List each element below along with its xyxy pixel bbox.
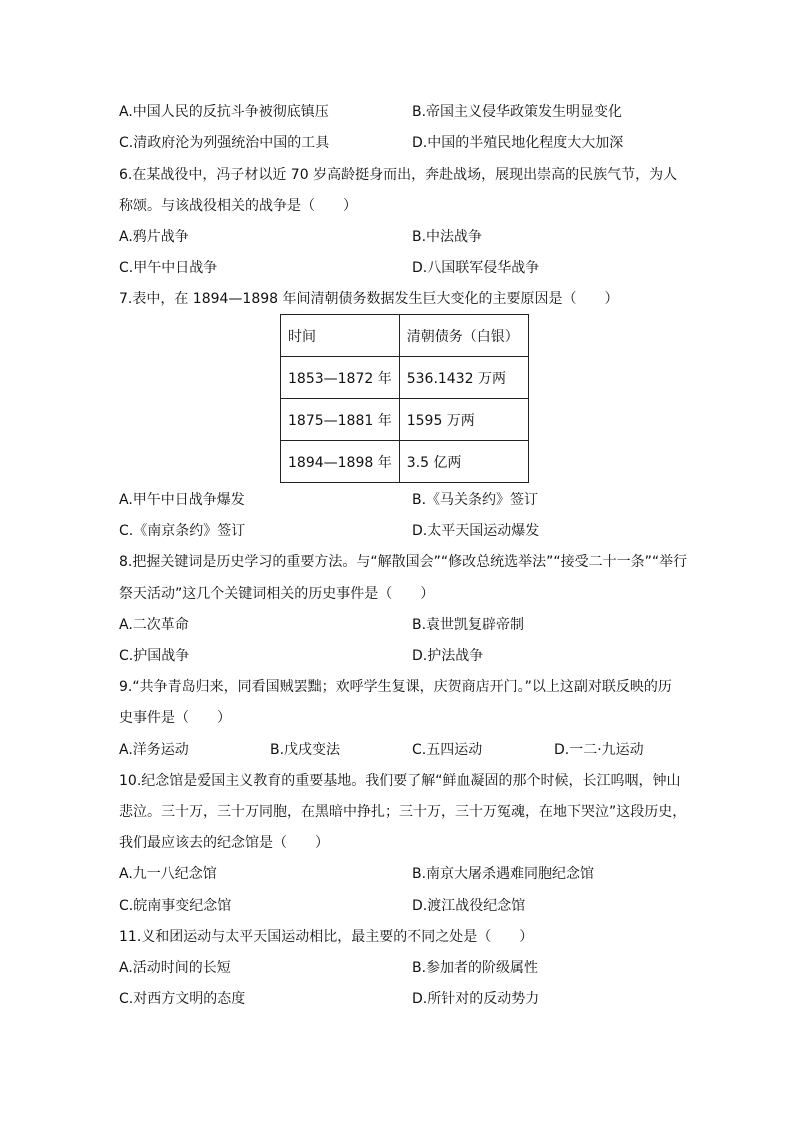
- q8-stem-line1: 8.把握关键词是历史学习的重要方法。与“解散国会”“修改总统选举法”“接受二十一条”“举行: [119, 554, 688, 570]
- table-cell-amount: 536.1432 万两: [399, 357, 528, 399]
- table-row: [281, 357, 529, 399]
- q10-stem-line3: 我们最应该去的纪念馆是（ ）: [119, 835, 329, 851]
- q8-option-a: A.二次革命: [119, 617, 189, 633]
- q10-stem-line1: 10.纪念馆是爱国主义教育的重要基地。我们要了解“鲜血凝固的那个时候，长江呜咽，钟山: [119, 773, 681, 789]
- table-header-debt: 清朝债务（白银）: [399, 315, 528, 357]
- q6-option-b: B.中法战争: [412, 229, 483, 245]
- table-row: [281, 441, 529, 483]
- q6-option-c: C.甲午中日战争: [119, 260, 218, 276]
- q7-option-b: B.《马关条约》签订: [412, 492, 539, 508]
- q6-option-a: A.鸦片战争: [119, 229, 189, 245]
- q5-option-b: B.帝国主义侵华政策发生明显变化: [412, 104, 623, 120]
- q5-option-a: A.中国人民的反抗斗争被彻底镇压: [119, 104, 329, 120]
- q8-option-b: B.袁世凯复辟帝制: [412, 617, 525, 633]
- q8-option-d: D.护法战争: [412, 648, 484, 664]
- q9-option-a: A.洋务运动: [119, 742, 189, 758]
- q7-option-a: A.甲午中日战争爆发: [119, 492, 245, 508]
- q9-option-c: C.五四运动: [412, 742, 483, 758]
- q10-option-c: C.皖南事变纪念馆: [119, 898, 232, 914]
- table-header-time: 时间: [281, 315, 400, 357]
- q6-stem-line1: 6.在某战役中，冯子材以近 70 岁高龄挺身而出，奔赴战场，展现出崇高的民族气节，为人: [119, 167, 678, 183]
- table-cell-period: 1894—1898 年: [281, 441, 400, 483]
- table-cell-period: 1875—1881 年: [281, 399, 400, 441]
- q9-stem-line1: 9.“共争青岛归来，同看国贼罢黜；欢呼学生复课，庆贺商店开门。”以上这副对联反映的历: [119, 679, 672, 695]
- q5-option-d: D.中国的半殖民地化程度大大加深: [412, 135, 624, 151]
- q11-option-b: B.参加者的阶级属性: [412, 960, 539, 976]
- table-row: [281, 399, 529, 441]
- q11-option-a: A.活动时间的长短: [119, 960, 231, 976]
- q10-option-b: B.南京大屠杀遇难同胞纪念馆: [412, 866, 595, 882]
- q8-option-c: C.护国战争: [119, 648, 190, 664]
- q9-option-d: D.一二·九运动: [554, 742, 644, 758]
- debt-table: [280, 314, 529, 483]
- q6-stem-line2: 称颂。与该战役相关的战争是（ ）: [119, 198, 357, 214]
- q11-option-d: D.所针对的反动势力: [412, 991, 540, 1007]
- q11-option-c: C.对西方文明的态度: [119, 991, 246, 1007]
- q10-option-a: A.九一八纪念馆: [119, 866, 217, 882]
- q7-stem: 7.表中，在 1894—1898 年间清朝债务数据发生巨大变化的主要原因是（ ）: [119, 291, 619, 307]
- q8-stem-line2: 祭天活动”这几个关键词相关的历史事件是（ ）: [119, 586, 435, 602]
- q10-option-d: D.渡江战役纪念馆: [412, 898, 526, 914]
- q11-stem: 11.义和团运动与太平天国运动相比，最主要的不同之处是（ ）: [119, 929, 534, 945]
- table-cell-amount: 3.5 亿两: [399, 441, 528, 483]
- table-cell-period: 1853—1872 年: [281, 357, 400, 399]
- table-header-row: [281, 315, 529, 357]
- q7-option-c: C.《南京条约》签订: [119, 523, 246, 539]
- q7-option-d: D.太平天国运动爆发: [412, 523, 540, 539]
- q9-stem-line2: 史事件是（ ）: [119, 710, 231, 726]
- q6-option-d: D.八国联军侵华战争: [412, 260, 540, 276]
- q5-option-c: C.清政府沦为列强统治中国的工具: [119, 135, 330, 151]
- q9-option-b: B.戊戌变法: [270, 742, 341, 758]
- q10-stem-line2: 悲泣。三十万，三十万同胞，在黑暗中挣扎；三十万，三十万冤魂，在地下哭泣”这段历史，: [119, 804, 687, 820]
- table-cell-amount: 1595 万两: [399, 399, 528, 441]
